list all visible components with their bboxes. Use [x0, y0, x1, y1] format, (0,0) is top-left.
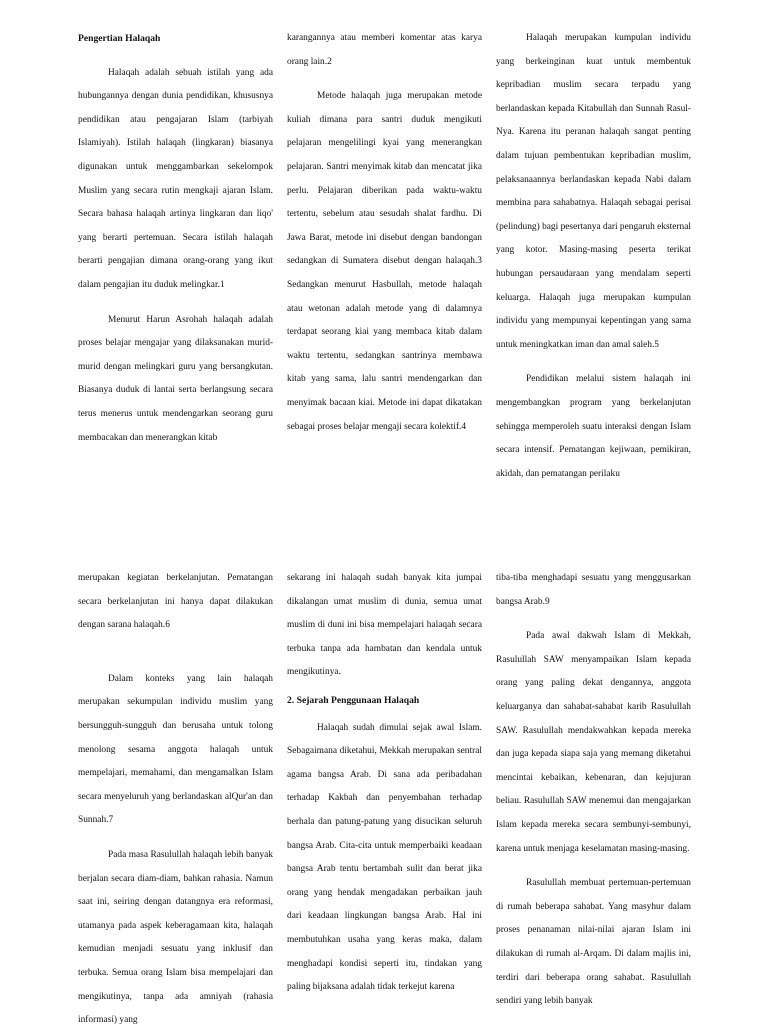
heading-number: 2.: [287, 694, 295, 706]
section-heading-pengertian: Pengertian Halaqah: [78, 33, 161, 44]
paragraph: Halaqah merupakan kumpulan individu yang berkeinginan kuat untuk membentuk kepribadian muslim secara terpadu yang berlandaskan kepada Kitabullah dan Sunnah Rasul-Nya. Karena itu peranan halaqah sangat penting dalam tujuan pembentukan kepribadian muslim, pelaksanaannya berlandaskan kepada Nabi dalam membina para sahabatnya. Halaqah sebagai perisai (pelindung) bagi pesertanya dari pengaruh eksternal yang kotor. Masing-masing peserta terikat hubungan persaudaraan yang mendalam seperti keluarga. Halaqah juga merupakan kumpulan individu yang mempunyai kepentingan yang sama untuk meningkatkan iman dan amal saleh.5: [496, 33, 691, 350]
paragraph: Pendidikan melalui sistem halaqah ini mengembangkan program yang berkelanjutan sehingga memperoleh suatu interaksi dengan Islam secara intensif. Pematangan kejiwaan, pemikiran, akidah, dan pematangan perilaku: [496, 374, 691, 479]
paragraph: Halaqah adalah sebuah istilah yang ada hubungannya dengan dunia pendidikan, khususnya pendidikan atau pengajaran Islam (tarbiyah Islamiyah). Istilah halaqah (lingkaran) biasanya digunakan untuk menggambarkan sekelompok Muslim yang secara rutin mengkaji ajaran Islam. Secara bahasa halaqah artinya lingkaran dan liqo' yang berarti pertemuan. Secara istilah halaqah berarti pengajian dimana orang-orang yang ikut dalam pengajian itu duduk melingkar.1: [78, 67, 273, 290]
section-heading-sejarah: [287, 689, 482, 713]
paragraph: karangannya atau memberi komentar atas karya orang lain.2: [287, 33, 482, 67]
paragraph: Rasulullah membuat pertemuan-pertemuan di rumah beberapa sahabat. Yang masyhur dalam proses penanaman nilai-nilai ajaran Islam ini dilakukan di rumah al-Arqam. Di dalam majlis ini, terdiri dari beberapa orang sahabat. Rasulullah sendiri yang lebih banyak: [496, 878, 691, 1007]
paragraph: Dalam konteks yang lain halaqah merupakan sekumpulan individu muslim yang bersungguh-sungguh dan berusaha untuk tolong menolong sesama anggota halaqah untuk mempelajari, memahami, dan mengamalkan Islam secara menyeluruh yang berlandaskan alQur'an dan Sunnah.7: [78, 673, 273, 826]
bottom-column-2: [287, 567, 482, 1000]
paragraph: Pada masa Rasulullah halaqah lebih banyak berjalan secara diam-diam, bahkan rahasia. Namun saat ini, seiring dengan datangnya era reformasi, utamanya pada aspek keberagamaan kita, halaqah kemudian menjadi sesuatu yang inklusif dan terbuka. Semua orang Islam bisa mempelajari dan mengikutinya, tanpa ada amniyah (rahasia informasi) yang: [78, 849, 273, 1026]
paragraph: sekarang ini halaqah sudah banyak kita jumpai dikalangan umat muslim di dunia, semua umat muslim di duni ini bisa mempelajari halaqah secara terbuka tanpa ada hambatan dan kendala untuk mengikutinya.: [287, 573, 482, 678]
paragraph: merupakan kegiatan berkelanjutan. Pematangan secara berkelanjutan ini hanya dapat dilakukan dengan sarana halaqah.6: [78, 573, 273, 631]
paragraph: Pada awal dakwah Islam di Mekkah, Rasulullah SAW menyampaikan Islam kepada orang yang paling dekat dengannya, anggota keluarganya dan sahabat-sahabat karib Rasulullah SAW. Rasulullah mendakwahkan kepada mereka dan juga kepada siapa saja yang memang diketahui mencintai kebaikan, kebenaran, dan kejujuran beliau. Rasulullah SAW menemui dan mengajarkan Islam kepada mereka secara sembunyi-sembunyi, karena untuk menjaga keselamatan masing-masing.: [496, 631, 691, 854]
top-column-2: [287, 27, 482, 439]
heading-text: Sejarah Penggunaan Halaqah: [296, 694, 420, 706]
paragraph: Halaqah sudah dimulai sejak awal Islam. Sebagaimana diketahui, Mekkah merupakan sentral agama bangsa Arab. Di sana ada peribadahan terhadap Kakbah dan penyembahan terhadap berhala dan patung-patung yang disucikan seluruh bangsa Arab. Cita-cita untuk memperbaiki keadaan bangsa Arab tentu bertambah sulit dan berat jika orang yang hendak mengadakan perbaikan jauh dari keadaan lingkungan bangsa Arab. Hal ini membutuhkan usaha yang keras maka, dalam menghadapi kondisi seperti itu, tindakan yang paling bijaksana adalah tidak terkejut karena: [287, 722, 482, 993]
bottom-column-1: [78, 567, 273, 1033]
top-column-1: [78, 27, 273, 450]
top-column-3: [496, 27, 691, 486]
paragraph: Menurut Harun Asrohah halaqah adalah proses belajar mengajar yang dilaksanakan murid-murid dengan melingkari guru yang bersangkutan. Biasanya duduk di lantai serta berlangsung secara terus menerus untuk mendengarkan seorang guru membacakan dan menerangkan kitab: [78, 314, 273, 443]
paragraph: tiba-tiba menghadapi sesuatu yang menggusarkan bangsa Arab.9: [496, 573, 691, 607]
paragraph: Metode halaqah juga merupakan metode kuliah dimana para santri duduk mengikuti pelajaran mengelilingi kyai yang menerangkan pelajaran. Santri menyimak kitab dan mencatat jika perlu. Pelajaran diberikan pada waktu-waktu tertentu, sebelum atau sesudah shalat fardhu. Di Jawa Barat, metode ini disebut dengan bandongan sedangkan di Sumatera disebut dengan halaqah.3 Sedangkan menurut Hasbullah, metode halaqah atau wetonan adalah metode yang di dalamnya terdapat seorang kiai yang membaca kitab dalam waktu tertentu, sedangkan santrinya membawa kitab yang sama, lalu santri mendengarkan dan menyimak bacaan kiai. Metode ini dapat dikatakan sebagai proses belajar mengaji secara kolektif.4: [287, 91, 482, 432]
bottom-column-3: [496, 567, 691, 1014]
